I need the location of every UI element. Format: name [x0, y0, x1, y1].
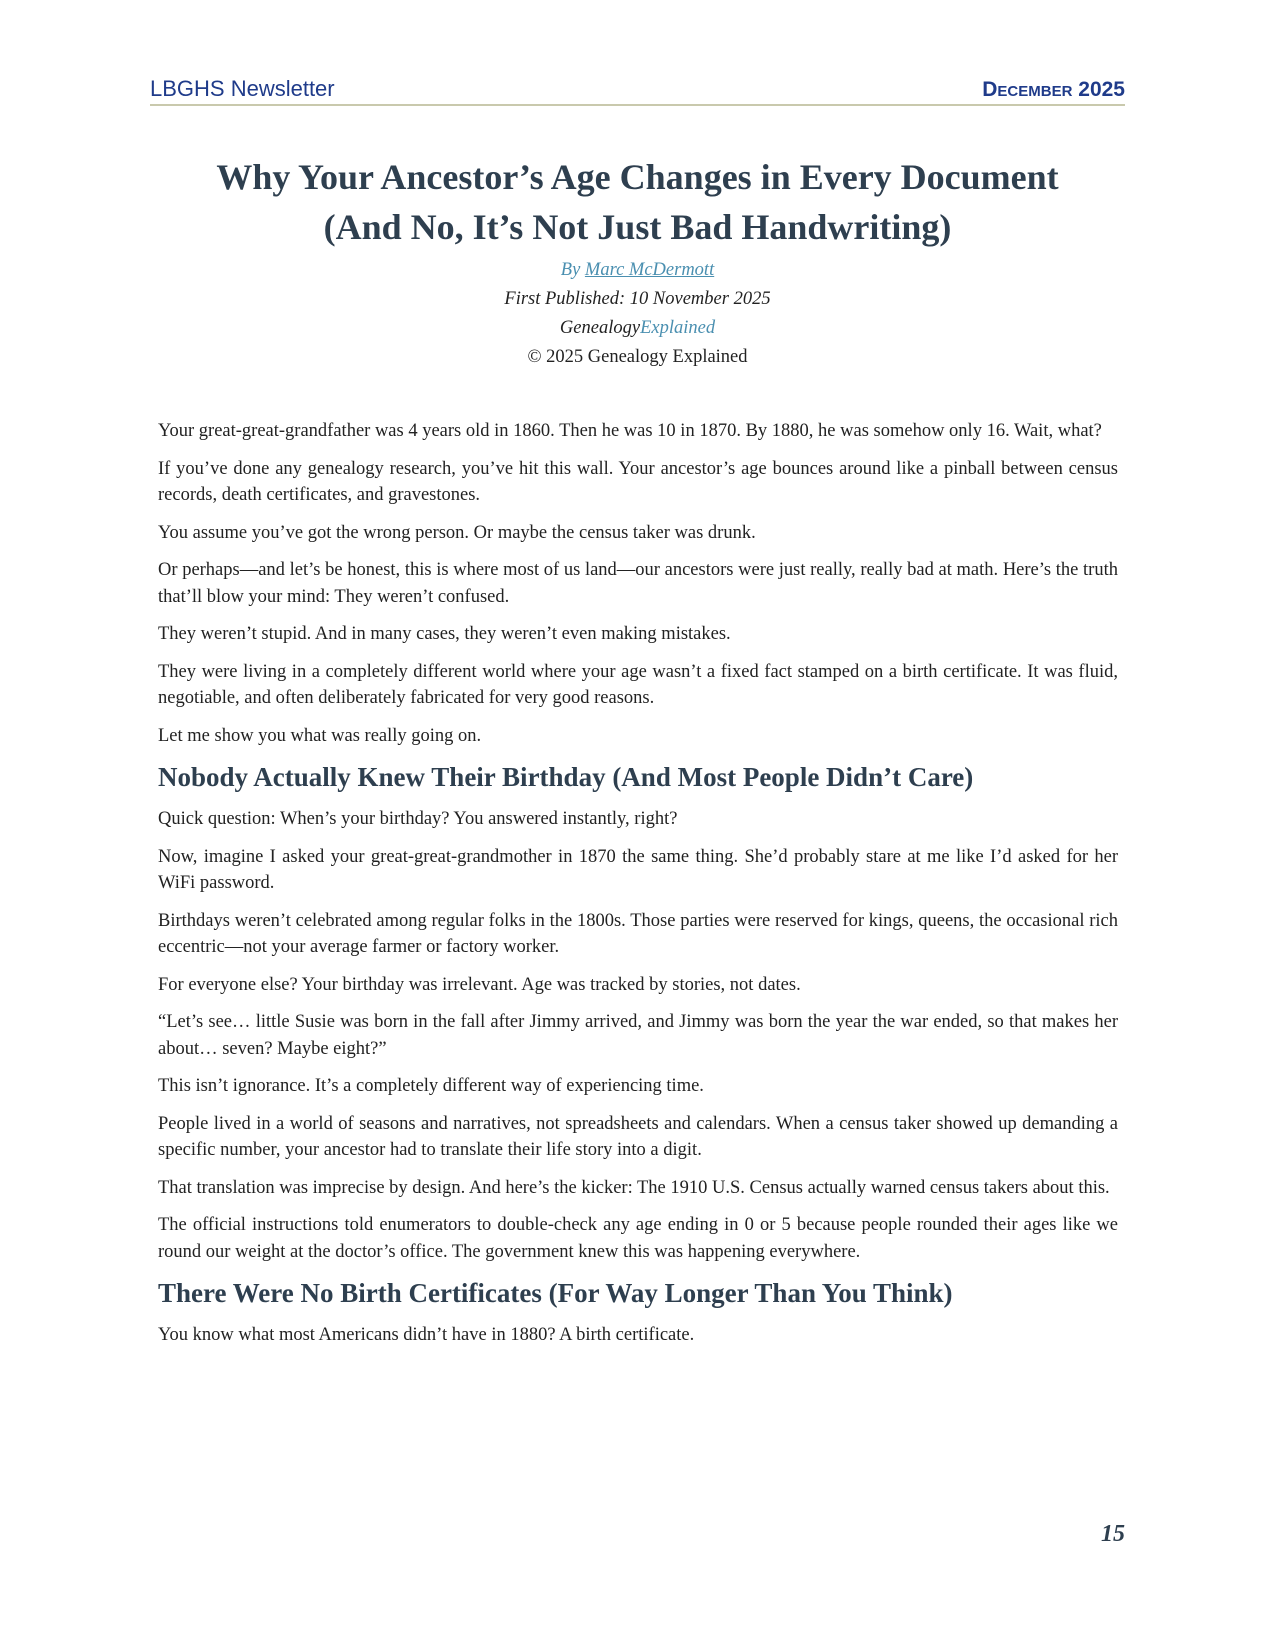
paragraph: They weren’t stupid. And in many cases, they weren’t even making mistakes.: [158, 624, 731, 644]
article-body: [158, 418, 1118, 1360]
paragraph: If you’ve done any genealogy research, you’ve hit this wall. Your ancestor’s age bounces around like a pinball between census records, death certificates, and gravestones.: [158, 458, 1118, 505]
source-brand: [150, 314, 1125, 343]
byline: [150, 256, 1125, 285]
paragraph: “Let’s see… little Susie was born in the fall after Jimmy arrived, and Jimmy was born the year the war ended, so that makes her about… seven? Maybe eight?”: [158, 1012, 1118, 1059]
paragraph: They were living in a completely different world where your age wasn’t a fixed fact stamped on a birth certificate. It was fluid, negotiable, and often deliberately fabricated for very good reasons.: [158, 661, 1118, 708]
paragraph: Now, imagine I asked your great-great-grandmother in 1870 the same thing. She’d probably stare at me like I’d asked for her WiFi password.: [158, 846, 1118, 893]
copyright: © 2025 Genealogy Explained: [527, 347, 748, 367]
paragraph: The official instructions told enumerators to double-check any age ending in 0 or 5 because people rounded their ages like we round our weight at the doctor’s office. The government knew this was happening everywhere.: [158, 1215, 1118, 1262]
paragraph: Your great-great-grandfather was 4 years old in 1860. Then he was 10 in 1870. By 1880, he was somehow only 16. Wait, what?: [158, 421, 1102, 441]
paragraph: For everyone else? Your birthday was irrelevant. Age was tracked by stories, not dates.: [158, 974, 801, 995]
publish-date: First Published: 10 November 2025: [504, 289, 771, 309]
article-meta: [150, 256, 1125, 372]
paragraph: Or perhaps—and let’s be honest, this is where most of us land—our ancestors were just really, really bad at math. Here’s the truth that’ll blow your mind: They weren’t confused.: [158, 560, 1118, 607]
paragraph: Birthdays weren’t celebrated among regular folks in the 1800s. Those parties were reserved for kings, queens, the occasional rich eccentric—not your average farmer or factory worker.: [158, 910, 1118, 957]
section-heading: Nobody Actually Knew Their Birthday (And Most People Didn’t Care): [158, 762, 974, 792]
article-title-line-2: (And No, It’s Not Just Bad Handwriting): [323, 207, 952, 247]
paragraph: Let me show you what was really going on.: [158, 725, 482, 746]
issue-date: December 2025: [982, 78, 1125, 101]
paragraph: You know what most Americans didn’t have in 1880? A birth certificate.: [158, 1325, 695, 1345]
brand-part-1: Genealogy: [559, 318, 641, 338]
article-title: [150, 152, 1125, 252]
newsletter-name: LBGHS Newsletter: [150, 76, 335, 101]
section-heading: There Were No Birth Certificates (For Way Longer Than You Think): [158, 1278, 953, 1308]
page-number: 15: [1101, 1521, 1125, 1547]
page-header: [150, 74, 1125, 106]
article-title-block: [150, 152, 1125, 372]
paragraph: Quick question: When’s your birthday? You answered instantly, right?: [158, 809, 678, 829]
author-link[interactable]: Marc McDermott: [584, 260, 715, 280]
paragraph: This isn’t ignorance. It’s a completely different way of experiencing time.: [158, 1076, 704, 1096]
paragraph: You assume you’ve got the wrong person. Or maybe the census taker was drunk.: [158, 522, 756, 543]
article-title-line-1: Why Your Ancestor’s Age Changes in Every Document: [216, 157, 1059, 197]
brand-part-2: Explained: [640, 318, 716, 338]
byline-prefix: By: [560, 260, 585, 280]
paragraph: People lived in a world of seasons and narratives, not spreadsheets and calendars. When a census taker showed up demanding a specific number, your ancestor had to translate their life story into a digit.: [158, 1113, 1118, 1160]
paragraph: That translation was imprecise by design. And here’s the kicker: The 1910 U.S. Census actually warned census takers about this.: [158, 1177, 1110, 1198]
